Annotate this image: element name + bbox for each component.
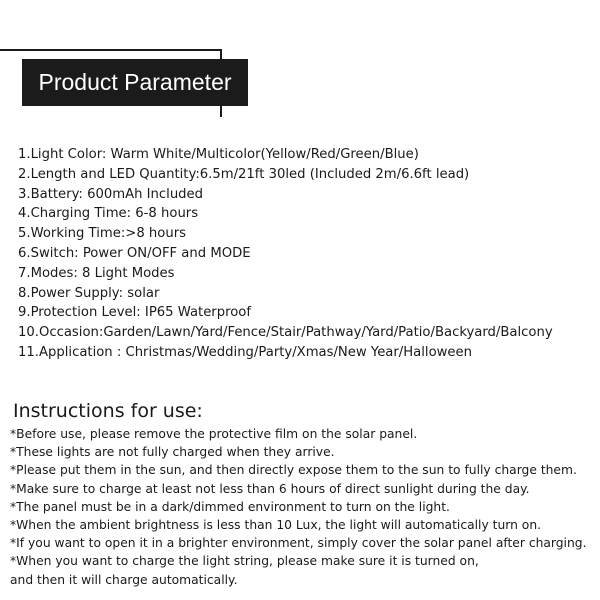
- parameter-item: 7.Modes: 8 Light Modes: [18, 265, 175, 281]
- instructions-title: Instructions for use:: [13, 400, 203, 422]
- parameter-item: 5.Working Time:>8 hours: [18, 226, 186, 242]
- parameter-item: 9.Protection Level: IP65 Waterproof: [18, 305, 252, 321]
- parameter-item: 8.Power Supply: solar: [18, 285, 160, 301]
- parameter-item: 4.Charging Time: 6-8 hours: [18, 206, 199, 222]
- instruction-line: *When the ambient brightness is less than 10 Lux, the light will automatically turn on.: [10, 518, 542, 533]
- instruction-line: *These lights are not fully charged when they arrive.: [10, 445, 335, 460]
- parameter-item: 2.Length and LED Quantity:6.5m/21ft 30led (Included 2m/6.6ft lead): [18, 166, 470, 182]
- instruction-line: *Before use, please remove the protective film on the solar panel.: [10, 427, 418, 441]
- parameter-item: 11.Application : Christmas/Wedding/Party/Xmas/New Year/Halloween: [18, 344, 473, 360]
- parameter-item: 6.Switch: Power ON/OFF and MODE: [18, 245, 251, 261]
- instruction-line: *If you want to open it in a brighter environment, simply cover the solar panel after charging.: [10, 536, 587, 551]
- instructions-list: [10, 425, 598, 589]
- instruction-line: and then it will charge automatically.: [10, 572, 238, 587]
- instruction-line: *Make sure to charge at least not less than 6 hours of direct sunlight during the day.: [10, 481, 530, 496]
- instruction-line: *When you want to charge the light string, please make sure it is turned on,: [10, 554, 479, 569]
- parameter-item: 10.Occasion:Garden/Lawn/Yard/Fence/Stair/Pathway/Yard/Patio/Backyard/Balcony: [18, 325, 553, 341]
- instruction-line: *Please put them in the sun, and then directly expose them to the sun to fully charge them.: [10, 463, 577, 478]
- parameter-item: 1.Light Color: Warm White/Multicolor(Yellow/Red/Green/Blue): [18, 147, 419, 162]
- parameter-list: [18, 145, 598, 363]
- parameter-item: 3.Battery: 600mAh Included: [18, 186, 204, 202]
- instruction-line: *The panel must be in a dark/dimmed environment to turn on the light.: [10, 499, 450, 514]
- section-title-product-parameter: Product Parameter: [22, 59, 248, 106]
